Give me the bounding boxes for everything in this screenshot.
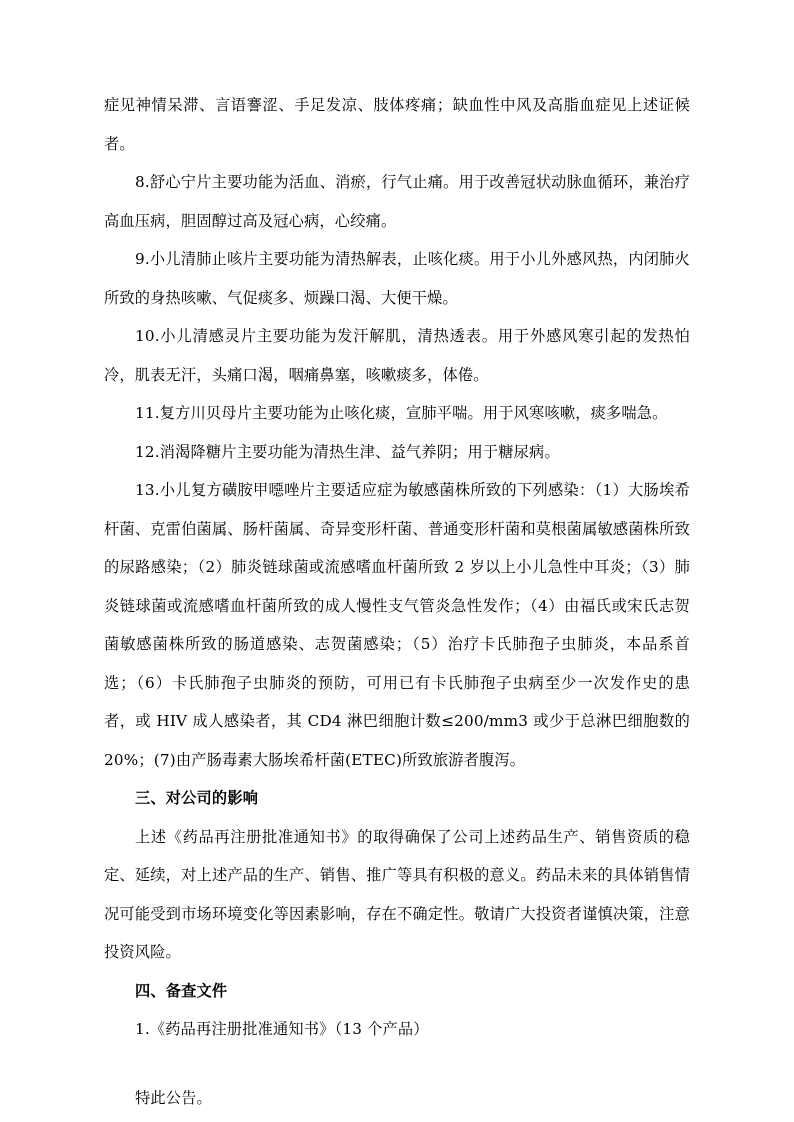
paragraph-item-9: 9.小儿清肺止咳片主要功能为清热解表，止咳化痰。用于小儿外感风热，内闭肺火所致的身热咳嗽、气促痰多、烦躁口渴、大便干燥。 bbox=[104, 250, 690, 307]
paragraph-spacer bbox=[104, 1049, 690, 1079]
paragraph-section-three-body: 上述《药品再注册批准通知书》的取得确保了公司上述药品生产、销售资质的稳定、延续，对上述产品的生产、销售、推广等具有积极的意义。药品未来的具体销售情况可能受到市场环境变化等因素影响，存在不确定性。敬请广大投资者谨慎决策，注意投资风险。 bbox=[104, 827, 690, 961]
paragraph-item-8: 8.舒心宁片主要功能为活血、消瘀，行气止痛。用于改善冠状动脉血循环，兼治疗高血压病，胆固醇过高及冠心病，心绞痛。 bbox=[104, 173, 690, 230]
heading-section-three: 三、对公司的影响 bbox=[135, 789, 259, 807]
document-body bbox=[104, 86, 690, 1117]
paragraph-item-13: 13.小儿复方磺胺甲噁唑片主要适应症为敏感菌株所致的下列感染：（1）大肠埃希杆菌、克雷伯菌属、肠杆菌属、奇异变形杆菌、普通变形杆菌和莫根菌属敏感菌株所致的尿路感染；（2）肺炎链球菌或流感嗜血杆菌所致 2 岁以上小儿急性中耳炎；（3）肺炎链球菌或流感嗜血杆菌所致的成人慢性支气管炎急性发作；（4）由福氏或宋氏志贺菌敏感菌株所致的肠道感染、志贺菌感染；（5）治疗卡氏肺孢子虫肺炎，本品系首选；（6）卡氏肺孢子虫肺炎的预防，可用已有卡氏肺孢子虫病至少一次发作史的患者，或 HIV 成人感染者，其 CD4 淋巴细胞计数≤200/mm3 或少于总淋巴细胞数的 20%；(7)由产肠毒素大肠埃希杆菌(ETEC)所致旅游者腹泻。 bbox=[104, 481, 690, 769]
heading-section-four: 四、备查文件 bbox=[135, 981, 228, 1000]
paragraph-closing-notice: 特此公告。 bbox=[135, 1088, 212, 1107]
paragraph-item-11: 11.复方川贝母片主要功能为止咳化痰，宣肺平喘。用于风寒咳嗽，痰多喘急。 bbox=[135, 404, 668, 422]
paragraph-item-10: 10.小儿清感灵片主要功能为发汗解肌，清热透表。用于外感风寒引起的发热怕冷，肌表无汗，头痛口渴，咽痛鼻塞，咳嗽痰多，体倦。 bbox=[104, 327, 690, 384]
paragraph-section-four-item-1: 1.《药品再注册批准通知书》（13 个产品） bbox=[135, 1020, 429, 1038]
paragraph-item-12: 12.消渴降糖片主要功能为清热生津、益气养阴；用于糖尿病。 bbox=[135, 442, 560, 461]
paragraph-continued-symptoms: 症见神情呆滞、言语謇涩、手足发凉、肢体疼痛；缺血性中风及高脂血症见上述证候者。 bbox=[104, 96, 690, 153]
